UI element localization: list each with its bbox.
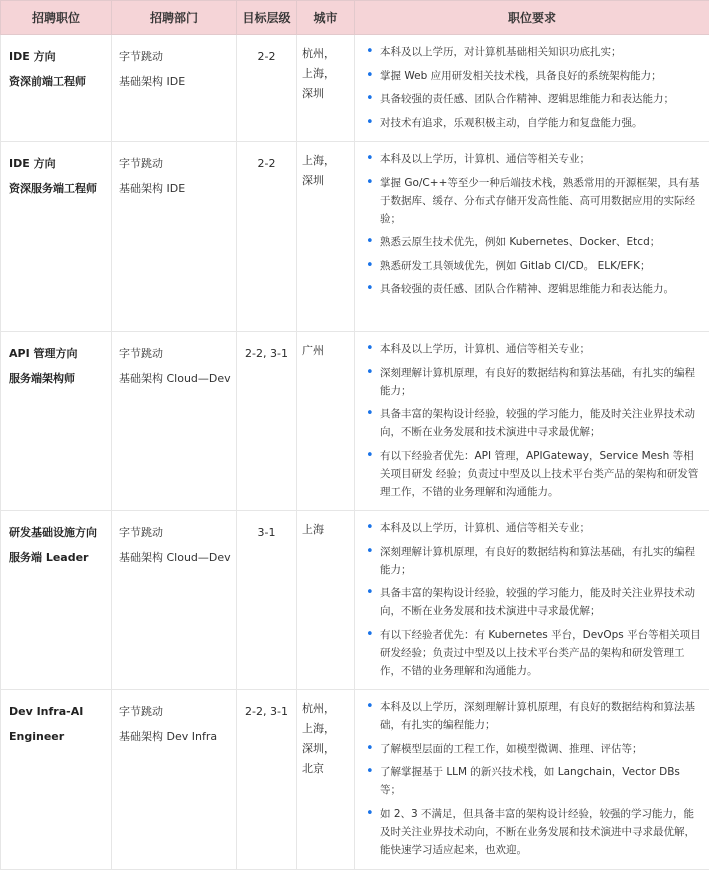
level-cell: 2-2 [237, 142, 297, 332]
table-row [1, 690, 709, 870]
position-cell: IDE 方向 资深服务端工程师 [1, 142, 112, 332]
list-item: • 了解模型层面的工程工作，如模型微调、推理、评估等； [375, 740, 701, 758]
list-item: • 具备丰富的架构设计经验，较强的学习能力，能及时关注业界技术动向，不断在业务发展和技术演进中寻求最优解； [375, 405, 701, 441]
table-row [1, 35, 709, 142]
table-row [1, 511, 709, 690]
level-cell: 2-2, 3-1 [237, 690, 297, 870]
requirements-cell [355, 142, 709, 332]
list-item: • 有以下经验者优先：有 Kubernetes 平台，DevOps 平台等相关项目研发经验；负责过中型及以上技术平台类产品的架构和研发管理工作，不错的业务理解和沟通能力。 [375, 626, 701, 680]
list-item: • 具备较强的责任感、团队合作精神、逻辑思维能力和表达能力。 [375, 280, 701, 298]
header-level: 目标层级 [237, 1, 297, 35]
city-cell: 杭州， 上海， 深圳， 北京 [297, 690, 355, 870]
department-cell: 字节跳动 基础架构 IDE [112, 35, 237, 142]
list-item: • 了解掌握基于 LLM 的新兴技术栈，如 Langchain，Vector DBs 等； [375, 763, 701, 799]
header-department: 招聘部门 [112, 1, 237, 35]
requirements-cell [355, 690, 709, 870]
department-cell: 字节跳动 基础架构 Cloud—Dev [112, 511, 237, 690]
header-row [1, 1, 709, 35]
list-item: • 对技术有追求，乐观积极主动，自学能力和复盘能力强。 [375, 114, 701, 132]
list-item: • 深刻理解计算机原理，有良好的数据结构和算法基础，有扎实的编程能力； [375, 364, 701, 400]
city-cell: 杭州， 上海， 深圳 [297, 35, 355, 142]
list-item: • 本科及以上学历，计算机、通信等相关专业； [375, 519, 701, 537]
level-cell: 3-1 [237, 511, 297, 690]
city-cell: 上海， 深圳 [297, 142, 355, 332]
list-item: • 具备丰富的架构设计经验，较强的学习能力，能及时关注业界技术动向，不断在业务发展和技术演进中寻求最优解； [375, 584, 701, 620]
list-item: • 本科及以上学历，计算机、通信等相关专业； [375, 150, 701, 168]
department-cell: 字节跳动 基础架构 IDE [112, 142, 237, 332]
table-row [1, 332, 709, 511]
department-cell: 字节跳动 基础架构 Dev Infra [112, 690, 237, 870]
list-item: • 有以下经验者优先：API 管理，APIGateway，Service Mesh 等相关项目研发 经验；负责过中型及以上技术平台类产品的架构和研发管理工作，不错的业务理解和沟通能力。 [375, 447, 701, 501]
list-item: • 熟悉研发工具领域优先，例如 Gitlab CI/CD。 ELK/EFK； [375, 257, 701, 275]
level-cell: 2-2, 3-1 [237, 332, 297, 511]
level-cell: 2-2 [237, 35, 297, 142]
header-city: 城市 [297, 1, 355, 35]
department-cell: 字节跳动 基础架构 Cloud—Dev [112, 332, 237, 511]
requirements-cell [355, 332, 709, 511]
position-cell: 研发基础设施方向 服务端 Leader [1, 511, 112, 690]
list-item: • 熟悉云原生技术优先，例如 Kubernetes、Docker、Etcd； [375, 233, 701, 251]
list-item: • 具备较强的责任感、团队合作精神、逻辑思维能力和表达能力； [375, 90, 701, 108]
list-item: • 本科及以上学历，深刻理解计算机原理，有良好的数据结构和算法基础，有扎实的编程能力； [375, 698, 701, 734]
position-cell: API 管理方向 服务端架构师 [1, 332, 112, 511]
list-item: • 本科及以上学历，计算机、通信等相关专业； [375, 340, 701, 358]
position-cell: Dev Infra-AI Engineer [1, 690, 112, 870]
table-row [1, 142, 709, 332]
list-item: • 深刻理解计算机原理，有良好的数据结构和算法基础，有扎实的编程能力； [375, 543, 701, 579]
list-item: • 如 2、3 不满足，但具备丰富的架构设计经验，较强的学习能力，能及时关注业界技术动向，不断在业务发展和技术演进中寻求最优解，能快速学习适应起来，也欢迎。 [375, 805, 701, 859]
requirements-cell [355, 35, 709, 142]
requirements-cell [355, 511, 709, 690]
header-requirements: 职位要求 [355, 1, 709, 35]
list-item: • 掌握 Web 应用研发相关技术栈，具备良好的系统架构能力； [375, 67, 701, 85]
list-item: • 本科及以上学历，对计算机基础相关知识功底扎实； [375, 43, 701, 61]
position-cell: IDE 方向 资深前端工程师 [1, 35, 112, 142]
city-cell: 广州 [297, 332, 355, 511]
city-cell: 上海 [297, 511, 355, 690]
list-item: • 掌握 Go/C++等至少一种后端技术栈，熟悉常用的开源框架，具有基于数据库、缓存、分布式存储开发高性能、高可用数据应用的实际经验； [375, 174, 701, 228]
header-position: 招聘职位 [1, 1, 112, 35]
